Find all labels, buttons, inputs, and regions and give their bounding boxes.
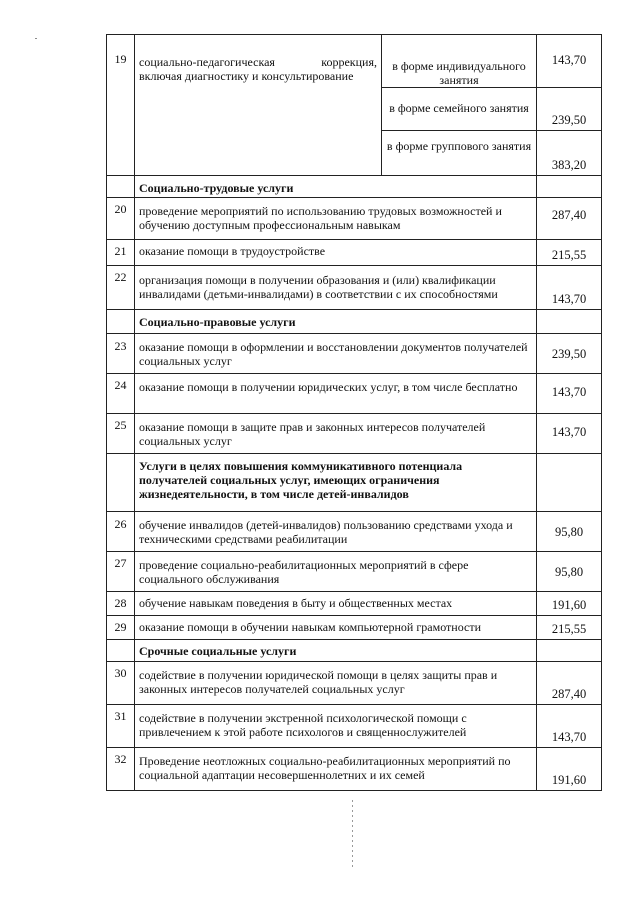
table-row — [107, 748, 602, 791]
row-number: 27 — [107, 552, 135, 592]
price-cell: 215,55 — [537, 616, 602, 640]
row-description — [135, 35, 382, 176]
service-form: в форме индивидуального занятия — [382, 35, 537, 88]
row-description: организация помощи в получении образования и (или) квалификации инвалидами (детьми-инвалидами) в соответствии с их способностями — [135, 266, 537, 310]
price-cell: 95,80 — [537, 512, 602, 552]
price-cell: 287,40 — [537, 662, 602, 705]
row-description: оказание помощи в оформлении и восстановлении документов получателей социальных услуг — [135, 334, 537, 374]
price-cell: 383,20 — [537, 131, 602, 176]
table-row — [107, 662, 602, 705]
row-number: 19 — [107, 35, 135, 176]
table-row — [107, 592, 602, 616]
services-price-table — [106, 34, 602, 791]
description-word: коррекция, — [321, 55, 377, 69]
section-title: Социально-трудовые услуги — [135, 176, 537, 198]
price-cell: 143,70 — [537, 414, 602, 454]
row-description: оказание помощи в обучении навыкам компьютерной грамотности — [135, 616, 537, 640]
table-row — [107, 35, 602, 88]
row-description: проведение социально-реабилитационных мероприятий в сфере социального обслуживания — [135, 552, 537, 592]
price-cell: 191,60 — [537, 748, 602, 791]
description-line: включая диагностику и консультирование — [139, 69, 354, 83]
price-cell: 143,70 — [537, 705, 602, 748]
scan-mark — [352, 800, 353, 870]
price-cell: 215,55 — [537, 240, 602, 266]
price-cell: 95,80 — [537, 552, 602, 592]
scan-mark — [35, 38, 37, 39]
row-number: 25 — [107, 414, 135, 454]
row-number: 32 — [107, 748, 135, 791]
row-description: проведение мероприятий по использованию трудовых возможностей и обучению доступным профессиональным навыкам — [135, 198, 537, 240]
row-description: обучение навыкам поведения в быту и общественных местах — [135, 592, 537, 616]
row-number: 24 — [107, 374, 135, 414]
section-row — [107, 310, 602, 334]
tariff-table-page — [106, 34, 601, 795]
row-number: 28 — [107, 592, 135, 616]
table-row — [107, 414, 602, 454]
price-cell: 191,60 — [537, 592, 602, 616]
row-number: 30 — [107, 662, 135, 705]
table-row — [107, 552, 602, 592]
service-form: в форме группового занятия — [382, 131, 537, 176]
row-description: содействие в получении юридической помощи в целях защиты прав и законных интересов получателей социальных услуг — [135, 662, 537, 705]
section-title: Срочные социальные услуги — [135, 640, 537, 662]
table-row — [107, 334, 602, 374]
row-description: оказание помощи в трудоустройстве — [135, 240, 537, 266]
row-number: 21 — [107, 240, 135, 266]
row-description: содействие в получении экстренной психологической помощи с привлечением к этой работе психологов и священнослужителей — [135, 705, 537, 748]
row-number: 23 — [107, 334, 135, 374]
section-title: Социально-правовые услуги — [135, 310, 537, 334]
price-cell: 143,70 — [537, 374, 602, 414]
table-row — [107, 512, 602, 552]
price-cell: 143,70 — [537, 266, 602, 310]
row-description: оказание помощи в получении юридических услуг, в том числе бесплатно — [135, 374, 537, 414]
price-cell: 239,50 — [537, 88, 602, 131]
row-number: 31 — [107, 705, 135, 748]
row-number: 29 — [107, 616, 135, 640]
row-number: 26 — [107, 512, 135, 552]
section-row — [107, 454, 602, 512]
row-description: оказание помощи в защите прав и законных интересов получателей социальных услуг — [135, 414, 537, 454]
table-row — [107, 374, 602, 414]
table-row — [107, 240, 602, 266]
description-word: социально-педагогическая — [139, 55, 275, 69]
price-cell: 143,70 — [537, 35, 602, 88]
table-row — [107, 616, 602, 640]
row-description: Проведение неотложных социально-реабилитационных мероприятий по социальной адаптации несовершеннолетних и их семей — [135, 748, 537, 791]
section-title: Услуги в целях повышения коммуникативного потенциала получателей социальных услуг, имеющих ограничения жизнедеятельности, в том числе детей-инвалидов — [135, 454, 537, 512]
table-row — [107, 266, 602, 310]
table-row — [107, 198, 602, 240]
price-cell: 287,40 — [537, 198, 602, 240]
table-row — [107, 705, 602, 748]
description-line — [139, 55, 377, 69]
section-row — [107, 176, 602, 198]
row-description: обучение инвалидов (детей-инвалидов) пользованию средствами ухода и техническими средствами реабилитации — [135, 512, 537, 552]
price-cell: 239,50 — [537, 334, 602, 374]
service-form: в форме семейного занятия — [382, 88, 537, 131]
row-number: 20 — [107, 198, 135, 240]
section-row — [107, 640, 602, 662]
row-number: 22 — [107, 266, 135, 310]
